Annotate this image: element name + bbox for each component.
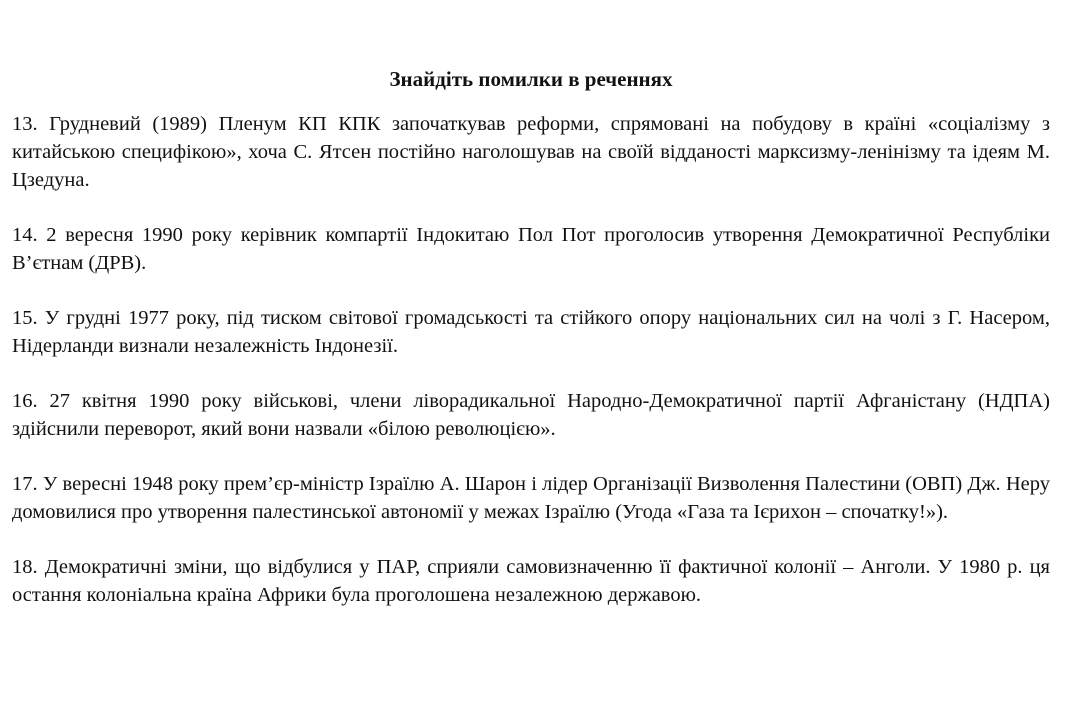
paragraph-16: 16. 27 квітня 1990 року військові, члени ліворадикальної Народно-Демократичної партії Афганістану (НДПА) здійснили переворот, який вони назвали «білою революцією».: [12, 390, 1050, 440]
page-title: Знайдіть помилки в реченнях: [389, 67, 673, 91]
paragraph-13: 13. Грудневий (1989) Пленум КП КПК започаткував реформи, спрямовані на побудову в країні «соціалізму з китайською специфікою», хоча С. Ятсен постійно наголошував на своїй відданості марксизму-ленінізму та ідеям М. Цзедуна.: [12, 113, 1050, 191]
paragraph-18: 18. Демократичні зміни, що відбулися у ПАР, сприяли самовизначенню її фактичної колонії – Анголи. У 1980 р. ця остання колоніальна країна Африки була проголошена незалежною державою.: [12, 556, 1050, 606]
document-page: [12, 64, 1050, 636]
paragraph-17: 17. У вересні 1948 року прем’єр-міністр Ізраїлю А. Шарон і лідер Організації Визволення Палестини (ОВП) Дж. Неру домовилися про утворення палестинської автономії у межах Ізраїлю (Угода «Газа та Ієрихон – спочатку!»).: [12, 473, 1050, 523]
paragraph-14: 14. 2 вересня 1990 року керівник компартії Індокитаю Пол Пот проголосив утворення Демократичної Республіки В’єтнам (ДРВ).: [12, 224, 1050, 274]
paragraph-15: 15. У грудні 1977 року, під тиском світової громадськості та стійкого опору національних сил на чолі з Г. Насером, Нідерланди визнали незалежність Індонезії.: [12, 307, 1050, 357]
